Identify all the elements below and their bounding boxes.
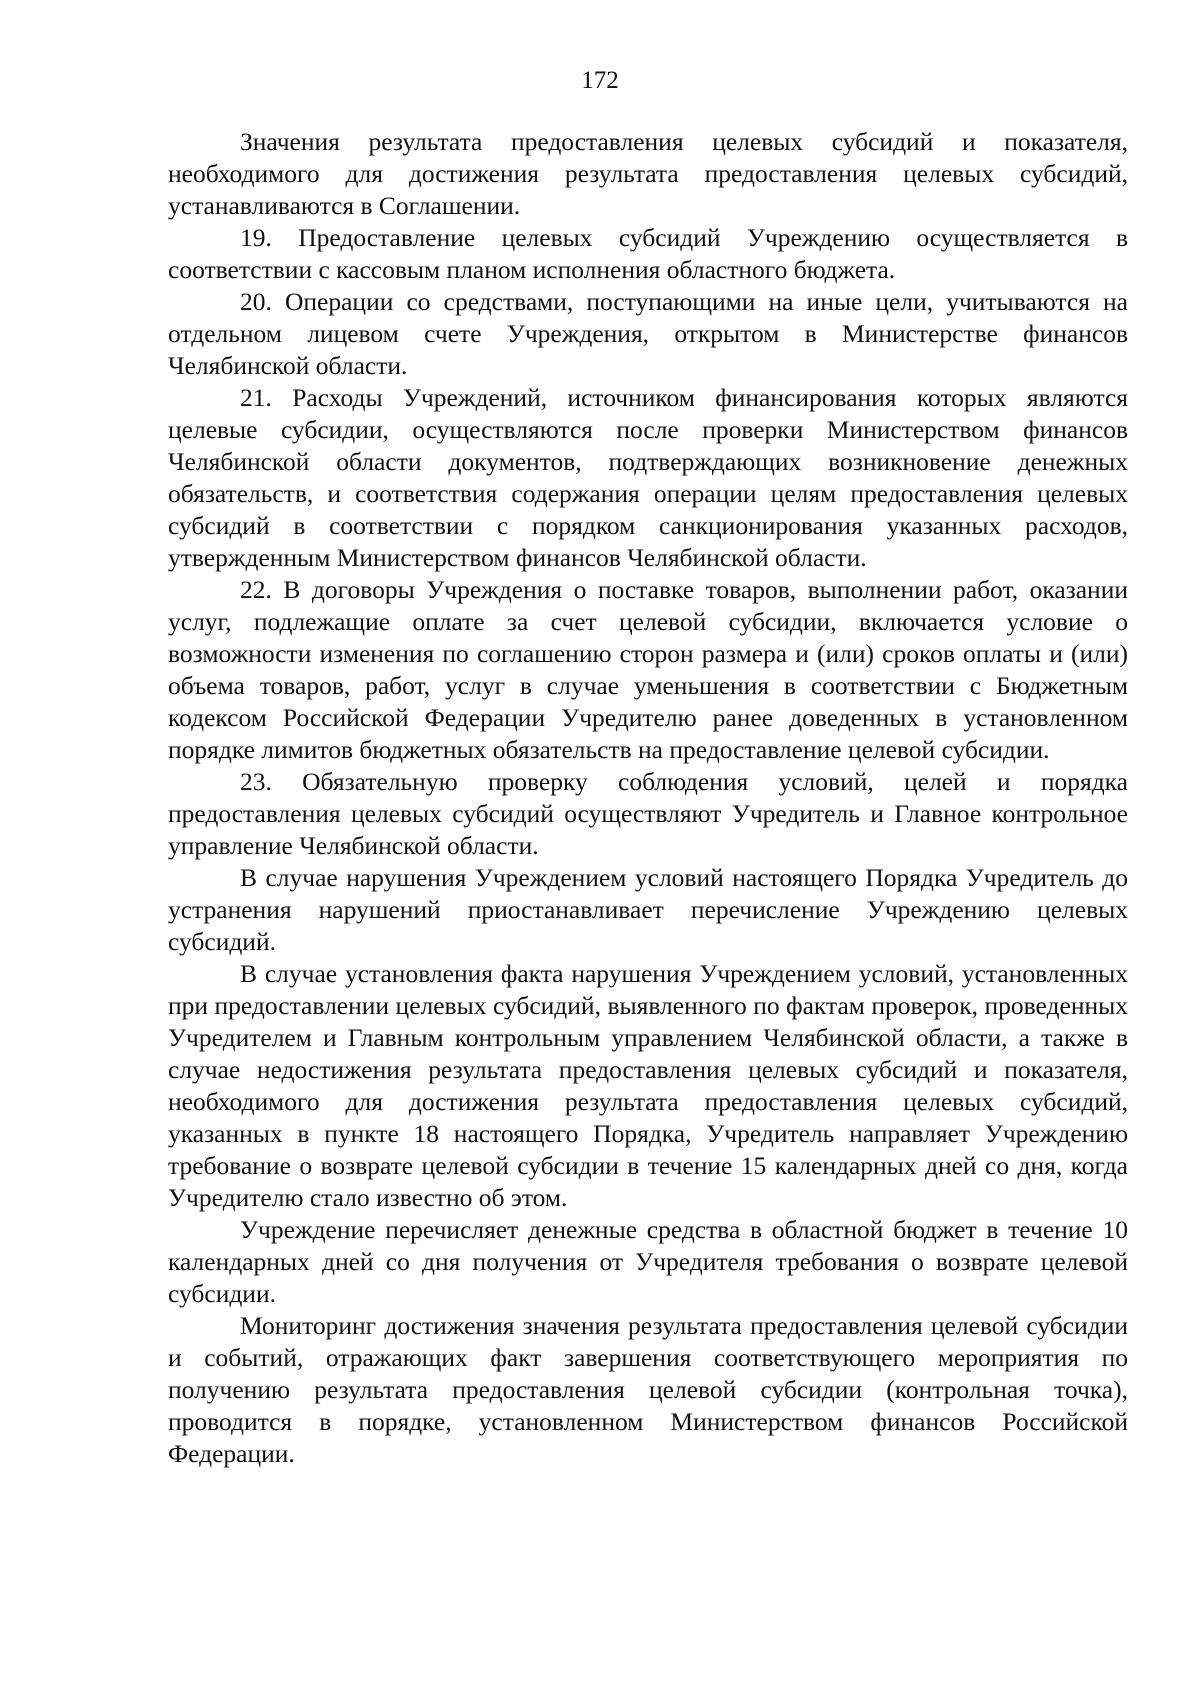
paragraph-monitoring: Мониторинг достижения значения результата предоставления целевой субсидии и событий, отражающих факт завершения соответствующего мероприятия по получению результата предоставления целевой субсидии (контрольная точка), проводится в порядке, установленном Министерством финансов Российской Федерации. <box>168 1311 1128 1468</box>
paragraph-19: 19. Предоставление целевых субсидий Учреждению осуществляется в соответствии с кассовым планом исполнения областного бюджета. <box>168 223 1128 284</box>
paragraph-result-values: Значения результата предоставления целевых субсидий и показателя, необходимого для достижения результата предоставления целевых субсидий, устанавливаются в Соглашении. <box>168 127 1128 220</box>
paragraph-refund-requirement: В случае установления факта нарушения Учреждением условий, установленных при предоставлении целевых субсидий, выявленного по фактам проверок, проведенных Учредителем и Главным контрольным управлением Челябинской области, а также в случае недостижения результата предоставления целевых субсидий и показателя, необходимого для достижения результата предоставления целевых субсидий, указанных в пункте 18 настоящего Порядка, Учредитель направляет Учреждению требование о возврате целевой субсидии в течение 15 календарных дней со дня, когда Учредителю стало известно об этом. <box>168 959 1128 1212</box>
paragraph-22: 22. В договоры Учреждения о поставке товаров, выполнении работ, оказании услуг, подлежащие оплате за счет целевой субсидии, включается условие о возможности изменения по соглашению сторон размера и (или) сроков оплаты и (или) объема товаров, работ, услуг в случае уменьшения в соответствии с Бюджетным кодексом Российской Федерации Учредителю ранее доведенных в установленном порядке лимитов бюджетных обязательств на предоставление целевой субсидии. <box>168 575 1128 764</box>
page-number: 172 <box>581 67 619 94</box>
paragraph-20: 20. Операции со средствами, поступающими на иные цели, учитываются на отдельном лицевом счете Учреждения, открытом в Министерстве финансов Челябинской области. <box>168 287 1128 380</box>
paragraph-refund-transfer: Учреждение перечисляет денежные средства в областной бюджет в течение 10 календарных дней со дня получения от Учредителя требования о возврате целевой субсидии. <box>168 1215 1128 1308</box>
document-body <box>168 126 1128 1470</box>
paragraph-violation-suspension: В случае нарушения Учреждением условий настоящего Порядка Учредитель до устранения нарушений приостанавливает перечисление Учреждению целевых субсидий. <box>168 863 1128 956</box>
paragraph-23: 23. Обязательную проверку соблюдения условий, целей и порядка предоставления целевых субсидий осуществляют Учредитель и Главное контрольное управление Челябинской области. <box>168 767 1128 860</box>
paragraph-21: 21. Расходы Учреждений, источником финансирования которых являются целевые субсидии, осуществляются после проверки Министерством финансов Челябинской области документов, подтверждающих возникновение денежных обязательств, и соответствия содержания операции целям предоставления целевых субсидий в соответствии с порядком санкционирования указанных расходов, утвержденным Министерством финансов Челябинской области. <box>168 383 1128 572</box>
